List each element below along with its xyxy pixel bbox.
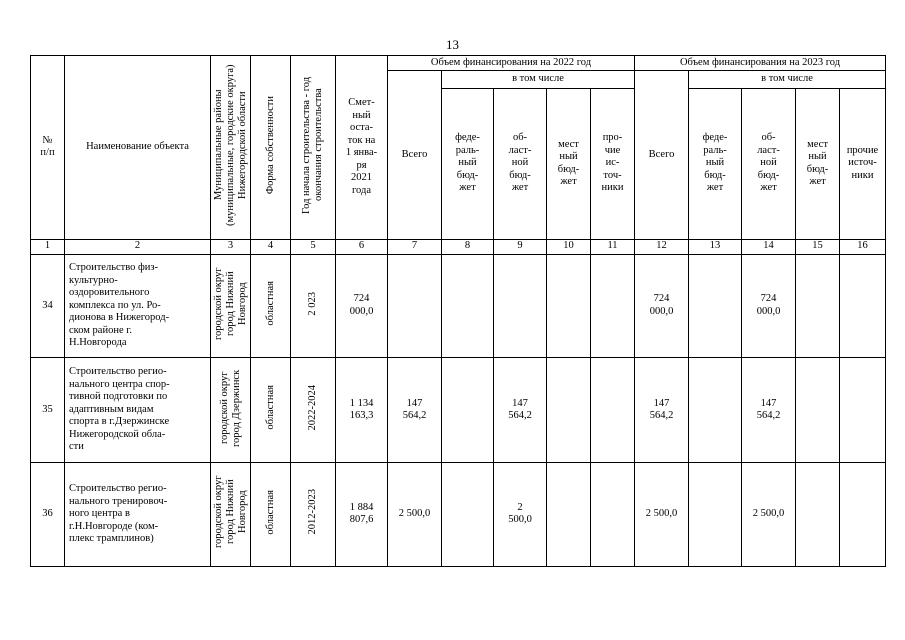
- local-2023: [796, 254, 840, 358]
- header-federal-2022: феде- раль- ный бюд- жет: [442, 88, 494, 239]
- row-number: 35: [31, 358, 65, 463]
- table-row: [31, 358, 886, 463]
- header-row-1: [31, 56, 886, 71]
- local-2022: [547, 358, 591, 463]
- ownership: областная: [251, 463, 291, 567]
- column-number: 10: [547, 239, 591, 254]
- column-number: 4: [251, 239, 291, 254]
- header-years: Год начала строительства - год окончания строительства: [291, 56, 336, 240]
- estimated-remainder: 1 134 163,3: [336, 358, 388, 463]
- column-number: 16: [840, 239, 886, 254]
- column-number: 6: [336, 239, 388, 254]
- header-regional-2022: об- ласт- ной бюд- жет: [494, 88, 547, 239]
- district: городской округ город Нижний Новгород: [211, 254, 251, 358]
- column-number: 7: [388, 239, 442, 254]
- header-local-2023: мест ный бюд- жет: [796, 88, 840, 239]
- header-federal-2023: феде- раль- ный бюд- жет: [689, 88, 742, 239]
- federal-2022: [442, 463, 494, 567]
- column-number: 13: [689, 239, 742, 254]
- district: городской округ город Дзержинск: [211, 358, 251, 463]
- federal-2023: [689, 254, 742, 358]
- regional-2023: 147 564,2: [742, 358, 796, 463]
- header-regional-2023: об- ласт- ной бюд- жет: [742, 88, 796, 239]
- header-districts: Муниципальные районы (муниципальные, городские округа) Нижегородской области: [211, 56, 251, 240]
- header-including-2023: в том числе: [689, 71, 886, 89]
- other-2022: [591, 254, 635, 358]
- estimated-remainder: 724 000,0: [336, 254, 388, 358]
- column-number: 3: [211, 239, 251, 254]
- column-number: 2: [65, 239, 211, 254]
- header-no: № п/п: [31, 56, 65, 240]
- header-including-2022: в том числе: [442, 71, 635, 89]
- row-number: 34: [31, 254, 65, 358]
- total-2023: 724 000,0: [635, 254, 689, 358]
- table-row: [31, 254, 886, 358]
- total-2022: 2 500,0: [388, 463, 442, 567]
- local-2023: [796, 463, 840, 567]
- other-2022: [591, 358, 635, 463]
- column-number: 8: [442, 239, 494, 254]
- column-number: 12: [635, 239, 689, 254]
- column-number-row: [31, 239, 886, 254]
- other-2023: [840, 358, 886, 463]
- column-number: 9: [494, 239, 547, 254]
- header-fin-2023: Объем финансирования на 2023 год: [635, 56, 886, 71]
- column-number: 14: [742, 239, 796, 254]
- other-2023: [840, 463, 886, 567]
- column-number: 5: [291, 239, 336, 254]
- estimated-remainder: 1 884 807,6: [336, 463, 388, 567]
- local-2023: [796, 358, 840, 463]
- federal-2023: [689, 463, 742, 567]
- object-name: Строительство физ- культурно- оздоровительного комплекса по ул. Ро- дионова в Нижегород- ском районе г. Н.Новгорода: [65, 254, 211, 358]
- column-number: 15: [796, 239, 840, 254]
- construction-years: 2022-2024: [291, 358, 336, 463]
- regional-2023: 2 500,0: [742, 463, 796, 567]
- total-2023: 147 564,2: [635, 358, 689, 463]
- construction-years: 2012-2023: [291, 463, 336, 567]
- header-other-2022: про- чие ис- точ- ники: [591, 88, 635, 239]
- other-2023: [840, 254, 886, 358]
- local-2022: [547, 254, 591, 358]
- header-total-2022: Всего: [388, 71, 442, 240]
- local-2022: [547, 463, 591, 567]
- ownership: областная: [251, 358, 291, 463]
- header-ownership: Форма собственности: [251, 56, 291, 240]
- column-number: 1: [31, 239, 65, 254]
- header-name: Наименование объекта: [65, 56, 211, 240]
- district: городской округ город Нижний Новгород: [211, 463, 251, 567]
- regional-2022: 2 500,0: [494, 463, 547, 567]
- header-total-2023: Всего: [635, 71, 689, 240]
- column-number: 11: [591, 239, 635, 254]
- object-name: Строительство регио- нального тренировоч- ного центра в г.Н.Новгороде (ком- плекс трамплинов): [65, 463, 211, 567]
- regional-2023: 724 000,0: [742, 254, 796, 358]
- header-local-2022: мест ный бюд- жет: [547, 88, 591, 239]
- federal-2022: [442, 254, 494, 358]
- federal-2023: [689, 358, 742, 463]
- federal-2022: [442, 358, 494, 463]
- page-number: 13: [446, 37, 459, 52]
- object-name: Строительство регио- нального центра спор- тивной подготовки по адаптивным видам спорта в г.Дзержинске Нижегородской обла- сти: [65, 358, 211, 463]
- ownership: областная: [251, 254, 291, 358]
- construction-years: 2 023: [291, 254, 336, 358]
- total-2022: 147 564,2: [388, 358, 442, 463]
- financing-table: [30, 55, 886, 567]
- table-row: [31, 463, 886, 567]
- regional-2022: [494, 254, 547, 358]
- row-number: 36: [31, 463, 65, 567]
- header-other-2023: прочие источ- ники: [840, 88, 886, 239]
- header-remainder: Смет- ный оста- ток на 1 янва- ря 2021 года: [336, 56, 388, 240]
- other-2022: [591, 463, 635, 567]
- total-2022: [388, 254, 442, 358]
- header-fin-2022: Объем финансирования на 2022 год: [388, 56, 635, 71]
- regional-2022: 147 564,2: [494, 358, 547, 463]
- total-2023: 2 500,0: [635, 463, 689, 567]
